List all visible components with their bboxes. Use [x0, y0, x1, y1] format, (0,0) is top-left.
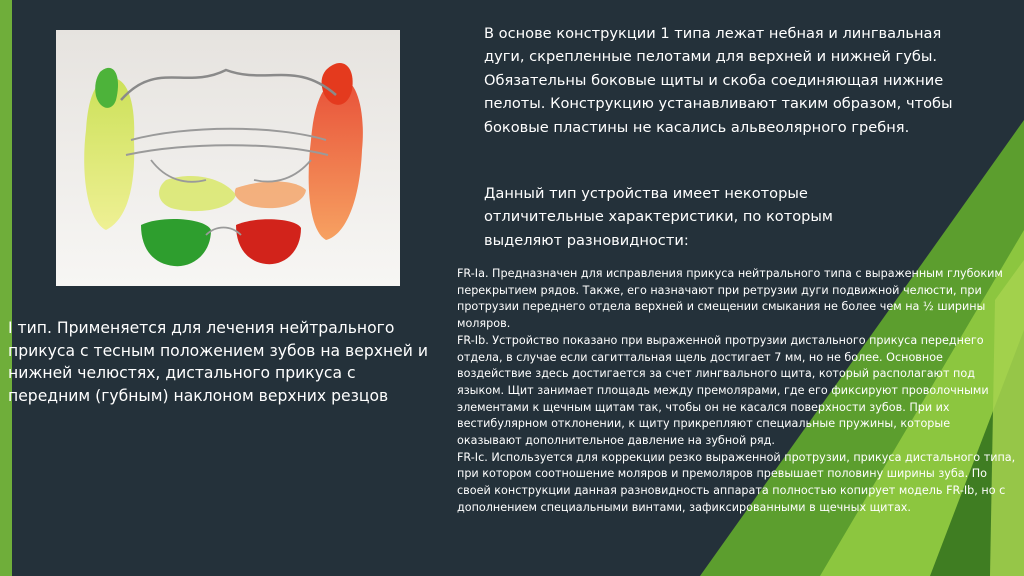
- left-accent-stripe: [0, 0, 12, 576]
- varieties-intro-paragraph: Данный тип устройства имеет некоторые отличительные характеристики, по которым выделяют разновидности:: [484, 185, 833, 249]
- variant-fr-ia: FR-Ia. Предназначен для исправления прикуса нейтрального типа с выраженным глубоким перекрытием рядов. Также, его назначают при ретрузии дуги подвижной челюсти, при протрузии переднего отдела верхней и смещении смыкания не более чем на ½ ширины моляров.: [457, 267, 1003, 331]
- variant-fr-ic: FR-Ic. Используется для коррекции резко выраженной протрузии, прикуса дистального типа, при котором соотношение моляров и премоляров превышает половину ширины зуба. По своей конструкции данная разновидность аппарата полностью копирует модель FR-Ib, но с дополнением специальными винтами, зафиксированными в щечных щитах.: [457, 450, 1016, 514]
- variant-fr-ib: FR-Ib. Устройство показано при выраженной протрузии дистального прикуса переднего отдела, в случае если сагиттальная щель достигает 7 мм, но не более. Основное воздействие здесь достигается за счет лингвального щита, который располагают под языком. Щит занимает площадь между премолярами, где его фиксируют проволочными элементами к щечным щитам так, чтобы он не касался поверхности зубов. При их вестибулярном отклонении, к щиту прикрепляют специальные пружины, которые оказывают дополнительное давление на зубной ряд.: [457, 333, 989, 448]
- type-one-caption: I тип. Применяется для лечения нейтрального прикуса с тесным положением зубов на верхней и нижней челюстях, дистального прикуса с передним (губным) наклоном верхних резцов: [8, 319, 428, 405]
- variants-list: [457, 266, 1017, 517]
- description-paragraph: В основе конструкции 1 типа лежат небная и лингвальная дуги, скрепленные пелотами для верхней и нижней губы. Обязательны боковые щиты и скоба соединяющая нижние пелоты. Конструкцию устанавливают таким образом, чтобы боковые пластины не касались альвеолярного гребня.: [484, 25, 953, 136]
- appliance-photo: [56, 30, 400, 286]
